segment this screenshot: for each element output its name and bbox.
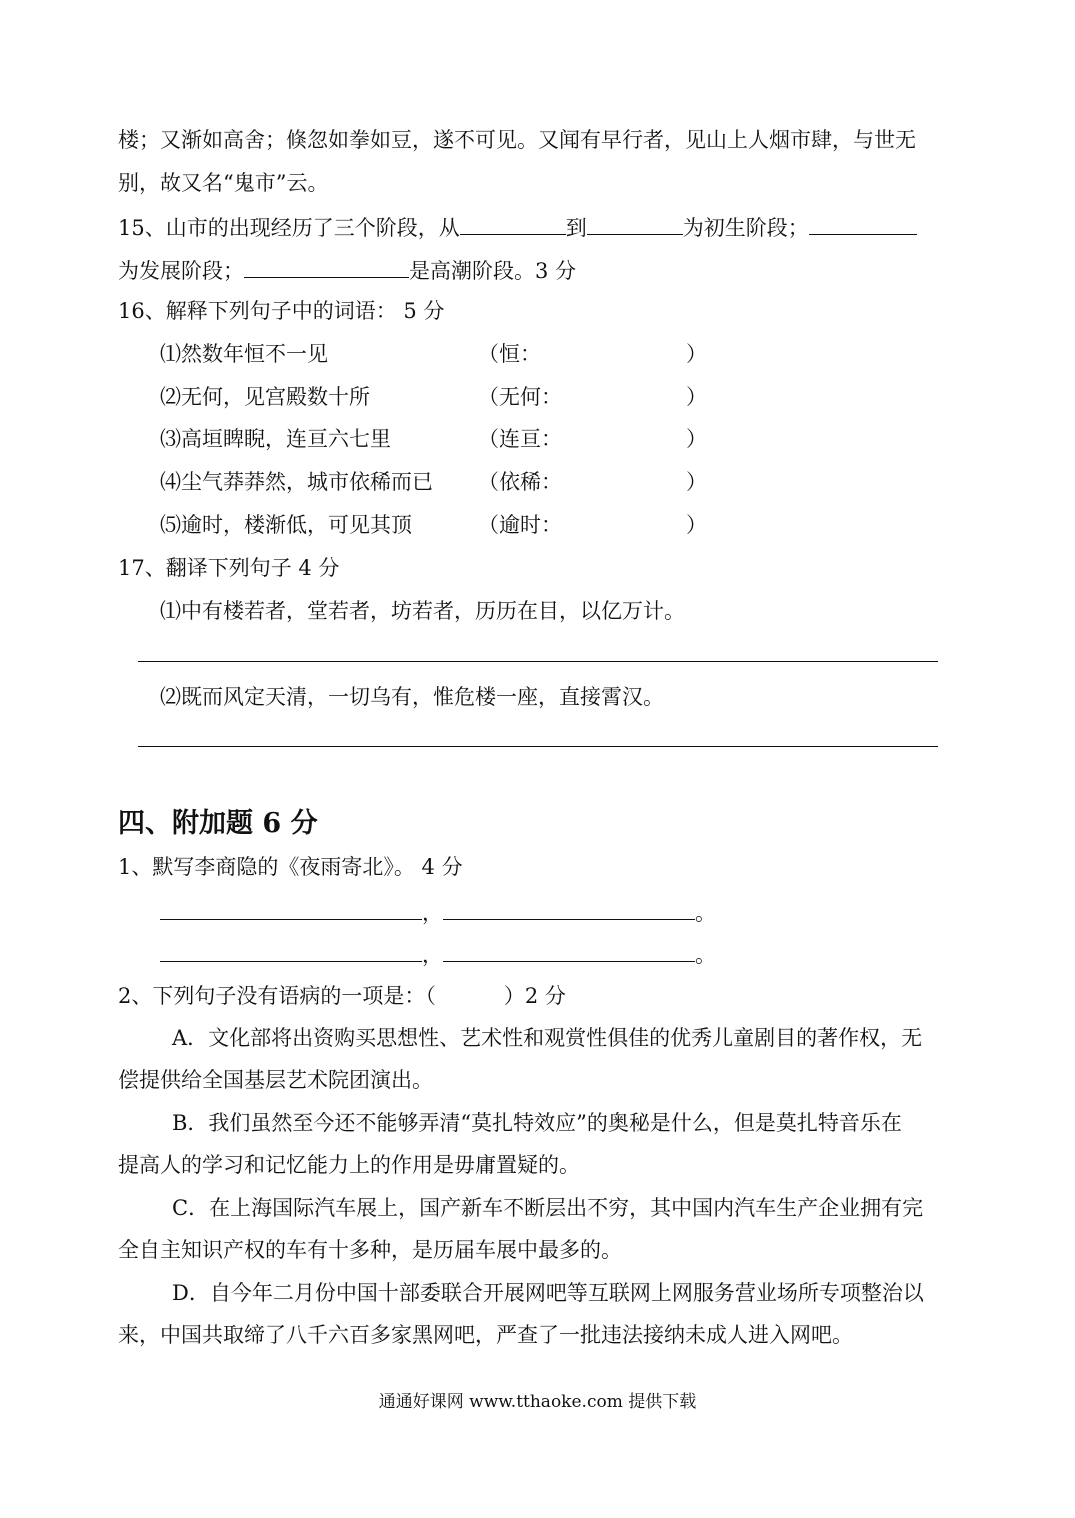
q16-item-1-text: ⑴然数年恒不一见 (160, 342, 328, 366)
q15-line-2: 为发展阶段； 是高潮阶段。3 分 (118, 255, 576, 285)
q16-item-3-close: ） (686, 427, 707, 451)
option-d-line-2: 来，中国共取缔了八千六百多家黑网吧，严查了一批违法接纳未成人进入网吧。 (118, 1323, 853, 1347)
option-c-line-1: C．在上海国际汽车展上，国产新车不断层出不穷，其中国内汽车生产企业拥有完 (172, 1196, 924, 1220)
q15-blank-4[interactable] (244, 255, 409, 278)
q17-sentence-2: ⑵既而风定天清，一切乌有，惟危楼一座，直接霄汉。 (160, 685, 664, 709)
footer-credit: 通通好课网 www.tthaoke.com 提供下载 (378, 1392, 697, 1412)
poem-blank-4[interactable] (443, 939, 695, 962)
q16-item-1-close: ） (686, 342, 707, 366)
section-4-title: 四、附加题 6 分 (118, 808, 318, 839)
q16-item-3-text: ⑶高垣睥睨，连亘六七里 (160, 427, 391, 451)
poem-blank-2[interactable] (443, 897, 695, 920)
option-b-line-1: B．我们虽然至今还不能够弄清“莫扎特效应”的奥秘是什么，但是莫扎特音乐在 (172, 1111, 902, 1135)
q16-item-2-text: ⑵无何，见宫殿数十所 (160, 385, 370, 409)
poem-line-2: ， 。 (160, 939, 716, 969)
option-a-line-1: A．文化部将出资购买思想性、艺术性和观赏性俱佳的优秀儿童剧目的著作权，无 (172, 1026, 923, 1050)
q16-item-5-text: ⑸逾时，楼渐低，可见其顶 (160, 513, 412, 537)
q15-blank-1[interactable] (460, 212, 566, 235)
option-a-line-2: 偿提供给全国基层艺术院团演出。 (118, 1068, 433, 1092)
passage-line-1: 楼；又渐如高舍；倏忽如拳如豆，遂不可见。又闻有早行者，见山上人烟市肆，与世无 (118, 128, 916, 152)
q16-item-5-word: （逾时： (478, 513, 562, 537)
q16-item-4-close: ） (686, 470, 707, 494)
passage-line-2: 别，故又名“鬼市”云。 (118, 171, 329, 195)
q17-answer-line-1[interactable] (138, 661, 938, 662)
option-d-line-1: D．自今年二月份中国十部委联合开展网吧等互联网上网服务营业场所专项整治以 (172, 1281, 924, 1305)
poem-line-1: ， 。 (160, 897, 716, 927)
poem-blank-1[interactable] (160, 897, 422, 920)
q16-title: 16、解释下列句子中的词语： 5 分 (118, 299, 445, 323)
q16-item-3-word: （连亘： (478, 427, 562, 451)
option-c-line-2: 全自主知识产权的车有十多种，是历届车展中最多的。 (118, 1238, 622, 1262)
q16-item-4-text: ⑷尘气莽莽然，城市依稀而已 (160, 470, 433, 494)
q17-answer-line-2[interactable] (138, 746, 938, 747)
q16-item-5-close: ） (686, 513, 707, 537)
q17-title: 17、翻译下列句子 4 分 (118, 556, 340, 580)
q15-line-1: 15、山市的出现经历了三个阶段，从 到 为初生阶段； (118, 212, 917, 242)
q17-sentence-1: ⑴中有楼若者，堂若者，坊若者，历历在目，以亿万计。 (160, 599, 685, 623)
q16-item-2-word: （无何： (478, 385, 562, 409)
s4-q2: 2、下列句子没有语病的一项是：（ ）2 分 (118, 984, 566, 1008)
poem-blank-3[interactable] (160, 939, 422, 962)
q15-blank-3[interactable] (809, 212, 917, 235)
q15-blank-2[interactable] (587, 212, 683, 235)
q16-item-4-word: （依稀： (478, 470, 562, 494)
option-b-line-2: 提高人的学习和记忆能力上的作用是毋庸置疑的。 (118, 1153, 580, 1177)
s4-q1: 1、默写李商隐的《夜雨寄北》。 4 分 (118, 855, 463, 879)
q16-item-1-word: （恒： (478, 342, 541, 366)
q16-item-2-close: ） (686, 385, 707, 409)
